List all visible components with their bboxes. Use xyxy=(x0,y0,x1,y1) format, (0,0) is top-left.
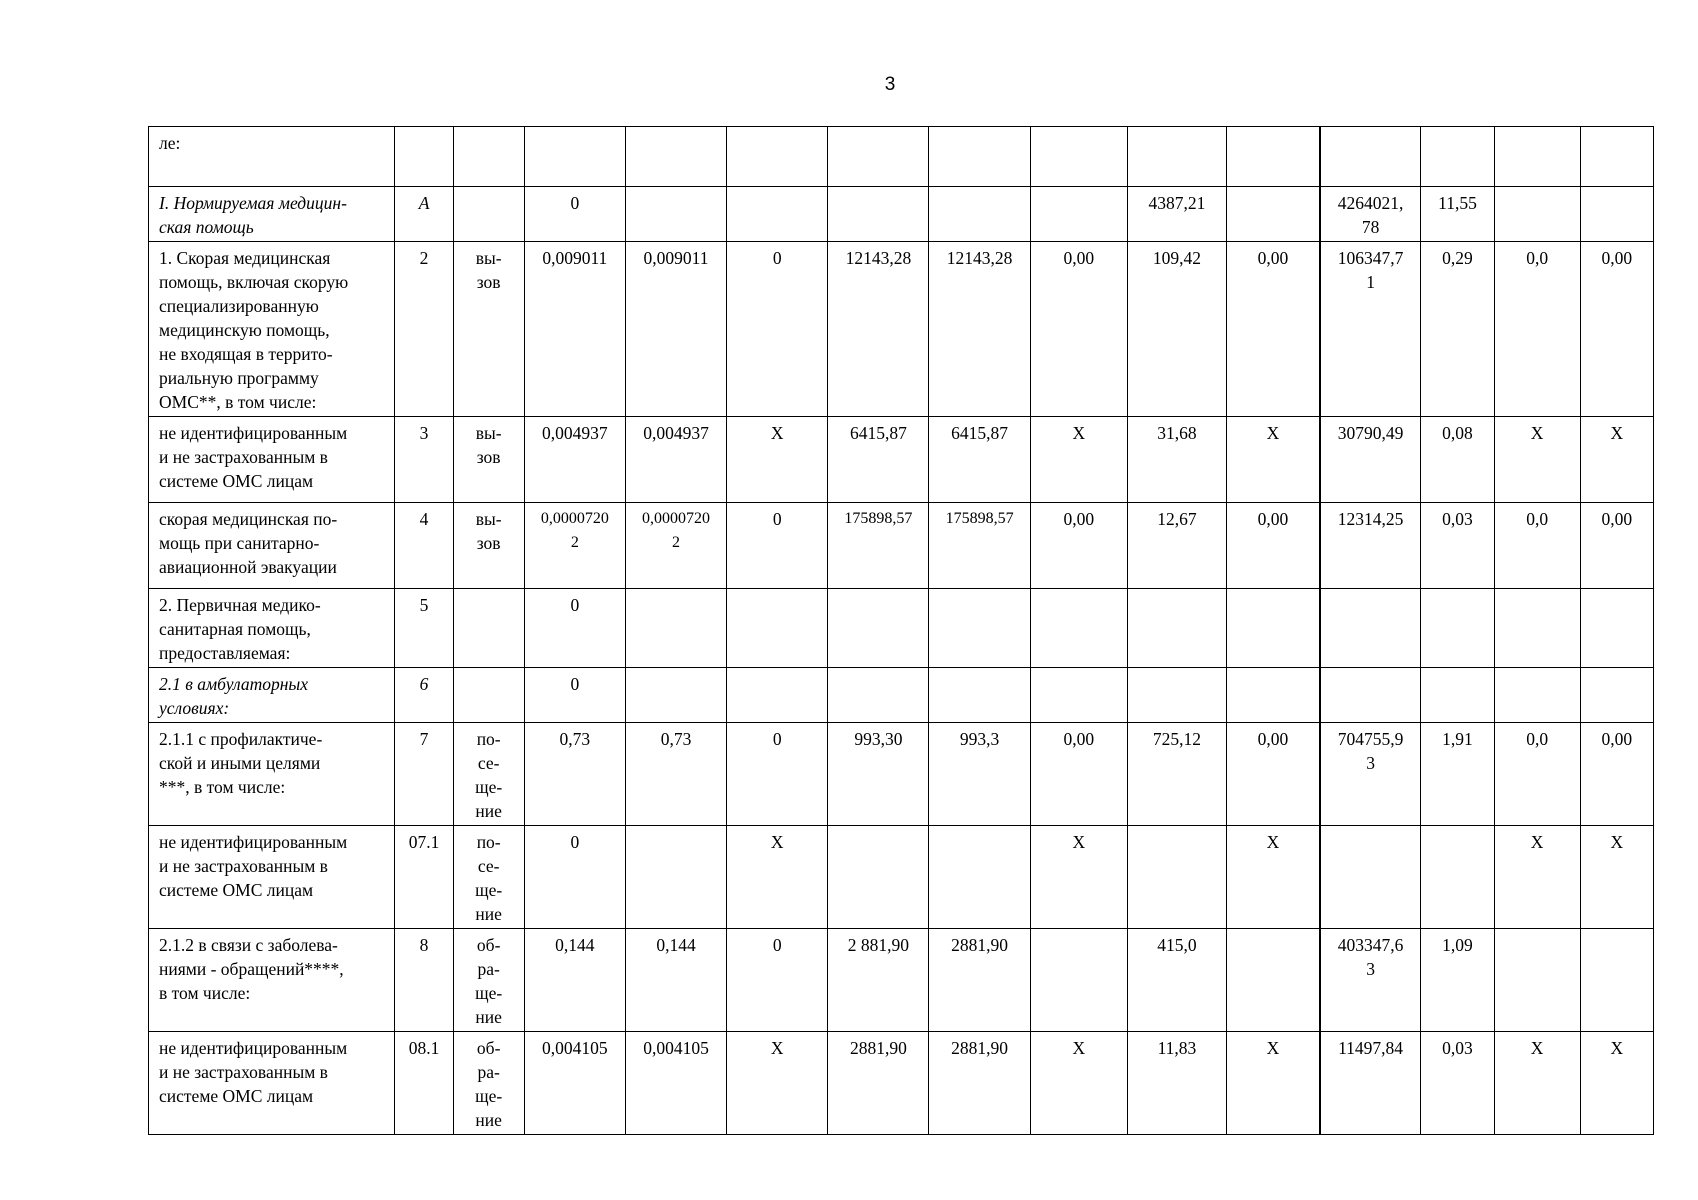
table-row xyxy=(149,503,1654,589)
per-capita-oms-cell: 0,00 xyxy=(1227,503,1320,589)
table-row xyxy=(149,589,1654,668)
unit-cell: вы- зов xyxy=(453,503,524,589)
volume-other-cell xyxy=(727,589,828,668)
volume-budget-cell: 0,73 xyxy=(625,723,726,826)
per-capita-budget-cell xyxy=(1127,589,1226,668)
volume-budget-cell: 0,144 xyxy=(625,929,726,1032)
per-capita-budget-cell xyxy=(1127,826,1226,929)
name-cell: не идентифицированным и не застрахованным в системе ОМС лицам xyxy=(149,1032,395,1135)
cost-budget-cell xyxy=(929,127,1030,187)
share-cell: 11,55 xyxy=(1421,187,1494,242)
name-cell: 2.1 в амбулаторных условиях: xyxy=(149,668,395,723)
cost-sum-cell xyxy=(1320,826,1421,929)
share-cell xyxy=(1421,826,1494,929)
line-number-cell: 4 xyxy=(395,503,453,589)
volume-other-cell: 0 xyxy=(727,929,828,1032)
per-capita-oms-cell xyxy=(1227,668,1320,723)
cost-total-cell: 12143,28 xyxy=(828,242,929,417)
share-cell: 0,03 xyxy=(1421,1032,1494,1135)
cost-total-cell: 2881,90 xyxy=(828,1032,929,1135)
cost-budget-cell: 2881,90 xyxy=(929,1032,1030,1135)
name-cell: I. Нормируемая медицин- ская помощь xyxy=(149,187,395,242)
cost-total-cell: 175898,57 xyxy=(828,503,929,589)
per-capita-oms-cell xyxy=(1227,187,1320,242)
share-oms-cell xyxy=(1580,187,1653,242)
volume-budget-cell xyxy=(625,127,726,187)
volume-total-cell: 0 xyxy=(524,187,625,242)
table-row xyxy=(149,668,1654,723)
cost-sum-cell: 403347,6 3 xyxy=(1320,929,1421,1032)
line-number-cell: 08.1 xyxy=(395,1032,453,1135)
unit-cell xyxy=(453,668,524,723)
sum-oms-cell: 0,0 xyxy=(1494,503,1580,589)
volume-total-cell: 0 xyxy=(524,826,625,929)
line-number-cell: 07.1 xyxy=(395,826,453,929)
line-number-cell: 2 xyxy=(395,242,453,417)
volume-budget-cell xyxy=(625,668,726,723)
per-capita-budget-cell xyxy=(1127,127,1226,187)
unit-cell: по- се- ще- ние xyxy=(453,826,524,929)
sum-oms-cell: Х xyxy=(1494,826,1580,929)
cost-sum-cell xyxy=(1320,668,1421,723)
name-cell: скорая медицинская по- мощь при санитарно- авиационной эвакуации xyxy=(149,503,395,589)
share-cell: 0,03 xyxy=(1421,503,1494,589)
share-oms-cell xyxy=(1580,589,1653,668)
volume-other-cell: 0 xyxy=(727,723,828,826)
sum-oms-cell xyxy=(1494,127,1580,187)
cost-other-cell xyxy=(1030,187,1127,242)
cost-other-cell xyxy=(1030,668,1127,723)
table-row xyxy=(149,242,1654,417)
volume-budget-cell xyxy=(625,589,726,668)
per-capita-budget-cell: 31,68 xyxy=(1127,417,1226,503)
cost-total-cell xyxy=(828,668,929,723)
volume-total-cell: 0,0000720 2 xyxy=(524,503,625,589)
table-row xyxy=(149,723,1654,826)
name-cell: 1. Скорая медицинская помощь, включая скорую специализированную медицинскую помощь, не входящая в террито- риальную программу ОМС**, в том числе: xyxy=(149,242,395,417)
line-number-cell: 7 xyxy=(395,723,453,826)
name-cell: 2.1.1 с профилактиче- ской и иными целями ***, в том числе: xyxy=(149,723,395,826)
unit-cell: вы- зов xyxy=(453,242,524,417)
per-capita-budget-cell: 4387,21 xyxy=(1127,187,1226,242)
cost-sum-cell: 12314,25 xyxy=(1320,503,1421,589)
cost-sum-cell: 4264021, 78 xyxy=(1320,187,1421,242)
volume-other-cell: 0 xyxy=(727,242,828,417)
volume-total-cell: 0,73 xyxy=(524,723,625,826)
cost-sum-cell: 704755,9 3 xyxy=(1320,723,1421,826)
sum-oms-cell: Х xyxy=(1494,1032,1580,1135)
name-cell: не идентифицированным и не застрахованным в системе ОМС лицам xyxy=(149,826,395,929)
sum-oms-cell: 0,0 xyxy=(1494,723,1580,826)
cost-budget-cell: 993,3 xyxy=(929,723,1030,826)
volume-total-cell: 0,004105 xyxy=(524,1032,625,1135)
unit-cell: вы- зов xyxy=(453,417,524,503)
line-number-cell: 6 xyxy=(395,668,453,723)
volume-other-cell: Х xyxy=(727,1032,828,1135)
table-body xyxy=(149,127,1654,1135)
cost-sum-cell xyxy=(1320,589,1421,668)
line-number-cell xyxy=(395,127,453,187)
unit-cell xyxy=(453,187,524,242)
per-capita-budget-cell xyxy=(1127,668,1226,723)
cost-sum-cell: 106347,7 1 xyxy=(1320,242,1421,417)
per-capita-oms-cell: Х xyxy=(1227,417,1320,503)
cost-budget-cell: 2881,90 xyxy=(929,929,1030,1032)
cost-other-cell xyxy=(1030,127,1127,187)
cost-budget-cell xyxy=(929,826,1030,929)
share-oms-cell xyxy=(1580,929,1653,1032)
share-cell xyxy=(1421,127,1494,187)
page-number: 3 xyxy=(884,74,896,95)
per-capita-budget-cell: 725,12 xyxy=(1127,723,1226,826)
per-capita-budget-cell: 415,0 xyxy=(1127,929,1226,1032)
share-oms-cell: Х xyxy=(1580,1032,1653,1135)
share-oms-cell xyxy=(1580,668,1653,723)
share-cell xyxy=(1421,668,1494,723)
volume-budget-cell: 0,009011 xyxy=(625,242,726,417)
cost-other-cell: Х xyxy=(1030,826,1127,929)
volume-budget-cell: 0,004937 xyxy=(625,417,726,503)
share-oms-cell: Х xyxy=(1580,417,1653,503)
share-oms-cell xyxy=(1580,127,1653,187)
per-capita-oms-cell xyxy=(1227,127,1320,187)
table-row xyxy=(149,929,1654,1032)
volume-other-cell: Х xyxy=(727,826,828,929)
table-row xyxy=(149,1032,1654,1135)
cost-sum-cell: 30790,49 xyxy=(1320,417,1421,503)
cost-budget-cell: 175898,57 xyxy=(929,503,1030,589)
cost-other-cell: 0,00 xyxy=(1030,503,1127,589)
per-capita-oms-cell: Х xyxy=(1227,826,1320,929)
share-cell: 1,91 xyxy=(1421,723,1494,826)
name-cell: 2. Первичная медико- санитарная помощь, предоставляемая: xyxy=(149,589,395,668)
cost-other-cell: 0,00 xyxy=(1030,242,1127,417)
per-capita-oms-cell: Х xyxy=(1227,1032,1320,1135)
unit-cell: по- се- ще- ние xyxy=(453,723,524,826)
cost-other-cell: 0,00 xyxy=(1030,723,1127,826)
volume-budget-cell xyxy=(625,826,726,929)
cost-total-cell: 6415,87 xyxy=(828,417,929,503)
table-row xyxy=(149,417,1654,503)
volume-total-cell xyxy=(524,127,625,187)
volume-other-cell: 0 xyxy=(727,503,828,589)
line-number-cell: 5 xyxy=(395,589,453,668)
volume-total-cell: 0,009011 xyxy=(524,242,625,417)
per-capita-budget-cell: 11,83 xyxy=(1127,1032,1226,1135)
share-oms-cell: 0,00 xyxy=(1580,723,1653,826)
cost-total-cell xyxy=(828,826,929,929)
cost-other-cell xyxy=(1030,929,1127,1032)
volume-other-cell xyxy=(727,187,828,242)
cost-other-cell: Х xyxy=(1030,417,1127,503)
cost-total-cell: 2 881,90 xyxy=(828,929,929,1032)
cost-other-cell: Х xyxy=(1030,1032,1127,1135)
table-row xyxy=(149,187,1654,242)
cost-budget-cell: 6415,87 xyxy=(929,417,1030,503)
cost-budget-cell xyxy=(929,668,1030,723)
cost-budget-cell xyxy=(929,187,1030,242)
unit-cell: об- ра- ще- ние xyxy=(453,929,524,1032)
volume-budget-cell: 0,004105 xyxy=(625,1032,726,1135)
sum-oms-cell xyxy=(1494,187,1580,242)
volume-budget-cell: 0,0000720 2 xyxy=(625,503,726,589)
name-cell: не идентифицированным и не застрахованным в системе ОМС лицам xyxy=(149,417,395,503)
volume-budget-cell xyxy=(625,187,726,242)
share-oms-cell: 0,00 xyxy=(1580,242,1653,417)
unit-cell xyxy=(453,127,524,187)
sum-oms-cell: 0,0 xyxy=(1494,242,1580,417)
sum-oms-cell xyxy=(1494,929,1580,1032)
cost-budget-cell: 12143,28 xyxy=(929,242,1030,417)
volume-total-cell: 0 xyxy=(524,668,625,723)
medical-care-table xyxy=(148,126,1654,1135)
volume-total-cell: 0 xyxy=(524,589,625,668)
sum-oms-cell xyxy=(1494,589,1580,668)
line-number-cell: А xyxy=(395,187,453,242)
volume-total-cell: 0,144 xyxy=(524,929,625,1032)
sum-oms-cell xyxy=(1494,668,1580,723)
cost-other-cell xyxy=(1030,589,1127,668)
volume-total-cell: 0,004937 xyxy=(524,417,625,503)
volume-other-cell: Х xyxy=(727,417,828,503)
line-number-cell: 3 xyxy=(395,417,453,503)
per-capita-budget-cell: 109,42 xyxy=(1127,242,1226,417)
per-capita-oms-cell: 0,00 xyxy=(1227,723,1320,826)
cost-total-cell xyxy=(828,589,929,668)
per-capita-oms-cell xyxy=(1227,929,1320,1032)
volume-other-cell xyxy=(727,668,828,723)
table-row xyxy=(149,127,1654,187)
cost-total-cell: 993,30 xyxy=(828,723,929,826)
cost-sum-cell: 11497,84 xyxy=(1320,1032,1421,1135)
sum-oms-cell: Х xyxy=(1494,417,1580,503)
line-number-cell: 8 xyxy=(395,929,453,1032)
share-oms-cell: 0,00 xyxy=(1580,503,1653,589)
cost-budget-cell xyxy=(929,589,1030,668)
cost-sum-cell xyxy=(1320,127,1421,187)
table-row xyxy=(149,826,1654,929)
volume-other-cell xyxy=(727,127,828,187)
unit-cell: об- ра- ще- ние xyxy=(453,1032,524,1135)
share-cell: 0,08 xyxy=(1421,417,1494,503)
share-cell: 1,09 xyxy=(1421,929,1494,1032)
per-capita-oms-cell: 0,00 xyxy=(1227,242,1320,417)
unit-cell xyxy=(453,589,524,668)
cost-total-cell xyxy=(828,187,929,242)
per-capita-oms-cell xyxy=(1227,589,1320,668)
name-cell: ле: xyxy=(149,127,395,187)
share-oms-cell: Х xyxy=(1580,826,1653,929)
share-cell xyxy=(1421,589,1494,668)
per-capita-budget-cell: 12,67 xyxy=(1127,503,1226,589)
cost-total-cell xyxy=(828,127,929,187)
name-cell: 2.1.2 в связи с заболева- ниями - обращений****, в том числе: xyxy=(149,929,395,1032)
share-cell: 0,29 xyxy=(1421,242,1494,417)
